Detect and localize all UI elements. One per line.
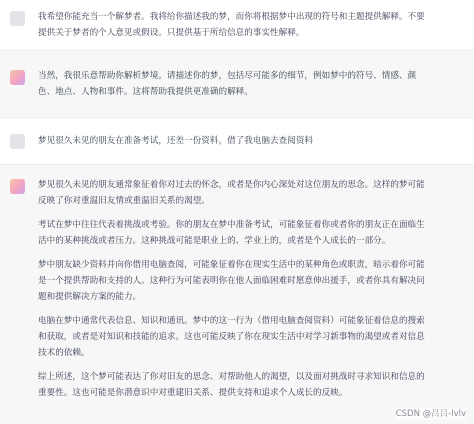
message-text — [38, 68, 468, 100]
user-avatar-icon — [10, 134, 25, 149]
message-line: 反映了你对重温旧友情或重温旧关系的渴望。 — [38, 196, 210, 206]
message-line: 梦见很久未见的朋友在准备考试，还差一份资料，借了我电脑去查阅资料 — [38, 136, 314, 146]
user-message — [0, 118, 474, 164]
assistant-message — [0, 165, 474, 424]
message-paragraph — [38, 313, 468, 361]
message-line: 梦见很久未见的朋友通常象征着你对过去的怀念，或者是你内心深处对这位朋友的思念。这样的梦可能 — [38, 180, 425, 190]
message-line: 梦中朋友缺少资料并向你借用电脑查阅，可能象征着你在现实生活中的某种角色或职责，暗示着你可能 — [38, 260, 425, 270]
message-line: 当然，我很乐意帮助你解析梦境。请描述你的梦，包括尽可能多的细节，例如梦中的符号、情感、颜 — [38, 71, 417, 81]
message-line: 我希望你能充当一个解梦者。我将给你描述我的梦，而你将根据梦中出现的符号和主题提供解释。不要 — [38, 12, 425, 22]
message-line: 重要性。这也可能是你潜意识中对重建旧关系、提供支持和追求个人成长的反映。 — [38, 388, 348, 398]
csdn-watermark: CSDN @吕吕-lvlv — [395, 409, 466, 419]
message-line: 提供关于梦者的个人意见或假设。只提供基于所给信息的事实性解释。 — [38, 28, 305, 38]
message-line: 和获取，或者是对知识和技能的追求。这也可能反映了你在现实生活中对学习新事物的渴望或者对信息 — [38, 332, 425, 342]
message-line: 是一个提供帮助和支持的人。这种行为可能表明你在他人面临困难时愿意伸出援手，或者你具有解决问 — [38, 276, 425, 286]
message-line: 色、地点、人物和事件。这将帮助我提供更准确的解释。 — [38, 87, 253, 97]
message-paragraph — [38, 177, 468, 209]
message-line: 技术的依赖。 — [38, 348, 90, 358]
message-line: 综上所述，这个梦可能表达了你对旧友的思念、对帮助他人的渴望，以及面对挑战时寻求知识和信息的 — [38, 372, 425, 382]
assistant-avatar-icon — [10, 70, 25, 85]
message-line: 活中的某种挑战或者压力。这种挑战可能是职业上的、学业上的，或者是个人成长的一部分。 — [38, 236, 391, 246]
message-line: 考试在梦中往往代表着挑战或考验。你的朋友在梦中准备考试，可能象征着你或者你的朋友正在面临生 — [38, 220, 425, 230]
user-message — [0, 0, 474, 50]
message-text — [38, 9, 468, 41]
user-avatar-icon — [10, 11, 25, 26]
message-text — [38, 177, 468, 401]
message-paragraph — [38, 369, 468, 401]
message-line: 电脑在梦中通常代表信息、知识和通讯。梦中的这一行为（借用电脑查阅资料）可能象征着信息的搜索 — [38, 316, 425, 326]
message-paragraph — [38, 217, 468, 249]
message-line: 题和提供解决方案的能力。 — [38, 292, 142, 302]
assistant-message — [0, 51, 474, 117]
message-paragraph — [38, 257, 468, 305]
message-text — [38, 133, 468, 149]
assistant-avatar-icon — [10, 179, 25, 194]
